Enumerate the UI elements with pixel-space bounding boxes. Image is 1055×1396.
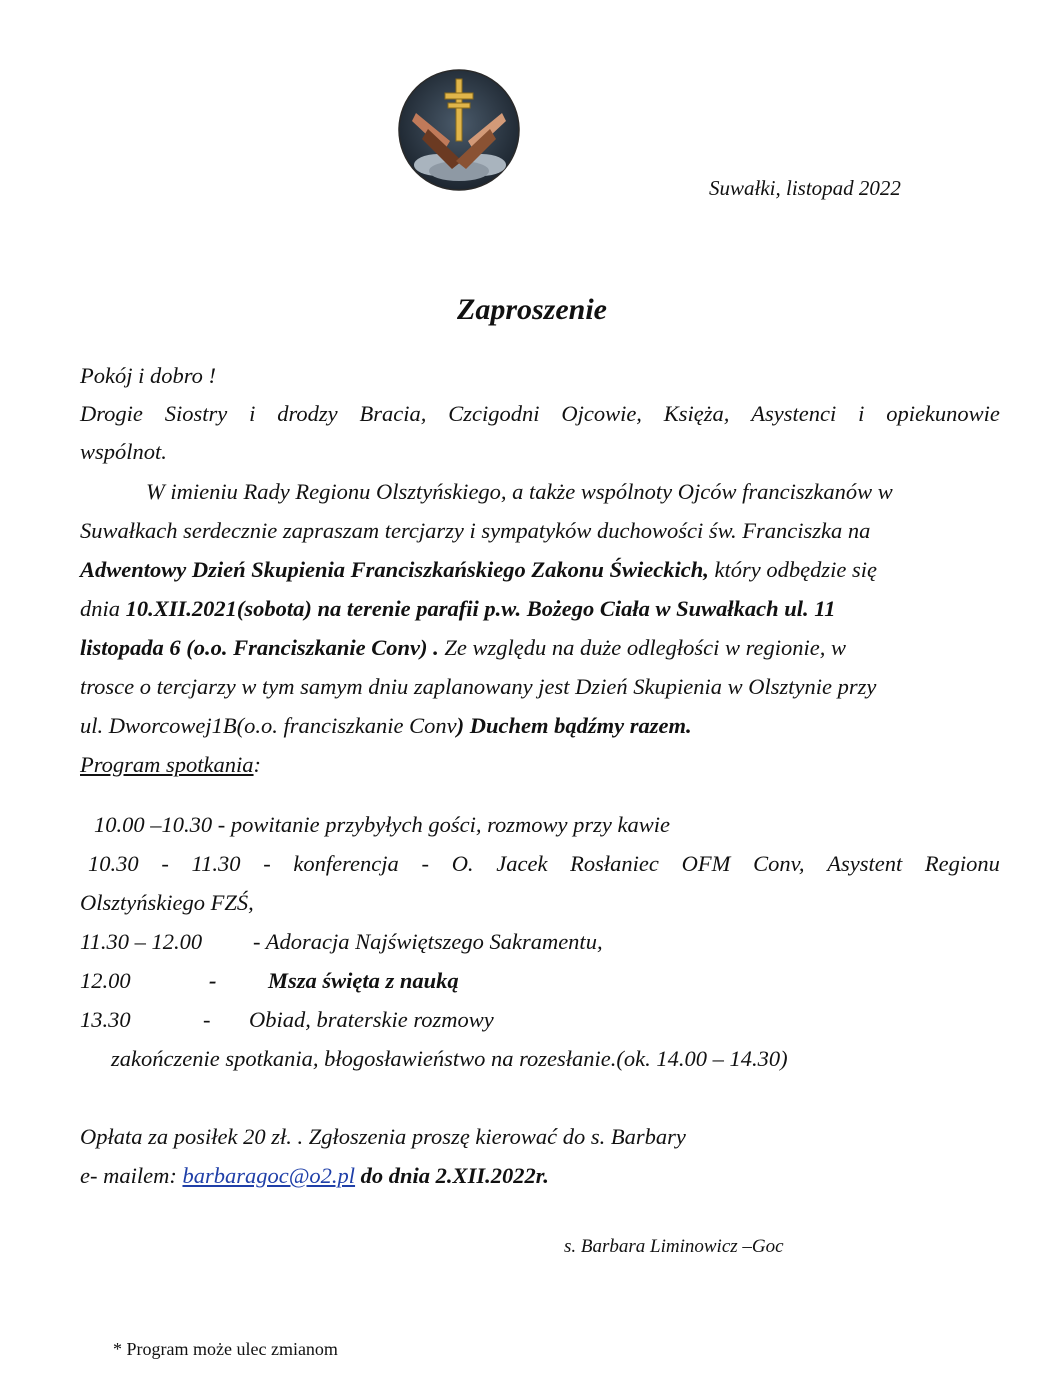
word: konferencja <box>293 851 399 876</box>
schedule-row-5-dash: - <box>203 1007 211 1032</box>
word: Ojcowie, <box>561 401 642 426</box>
schedule-row-4-text: Msza święta z nauką <box>268 968 459 993</box>
word: O. <box>451 851 474 876</box>
body-line-1: W imieniu Rady Regionu Olsztyńskiego, a także wspólnoty Ojców franciszkanów w <box>146 479 893 504</box>
body-line-7 <box>80 711 692 741</box>
salutation-line-1 <box>80 399 1000 429</box>
word: Conv, <box>753 851 805 876</box>
word: Siostry <box>164 401 228 426</box>
word: i <box>249 401 256 426</box>
place-date: Suwałki, listopad 2022 <box>709 176 901 200</box>
word: Jacek <box>496 851 548 876</box>
body-line-5 <box>80 633 846 663</box>
footnote: * Program może ulec zmianom <box>113 1339 338 1359</box>
email-link[interactable]: barbaragoc@o2.pl <box>182 1163 356 1188</box>
schedule-row-5-text: Obiad, braterskie rozmowy <box>249 1007 494 1032</box>
word: drodzy <box>277 401 338 426</box>
program-heading-text: Program spotkania <box>80 752 254 777</box>
deadline: do dnia 2.XII.2022r. <box>355 1163 549 1188</box>
word: Bracia, <box>359 401 427 426</box>
program-heading-colon: : <box>253 752 262 777</box>
body-text: ul. Dworcowej1B(o.o. franciszkanie Conv <box>80 713 457 738</box>
body-line-3 <box>80 555 877 585</box>
event-name: Adwentowy Dzień Skupienia Franciszkańskiego Zakonu Świeckich, <box>80 557 709 582</box>
word: OFM <box>681 851 731 876</box>
word: - <box>263 851 271 876</box>
salutation-line-2: wspólnot. <box>80 439 167 464</box>
body-line-4 <box>80 594 836 624</box>
word: - <box>161 851 169 876</box>
word: Czcigodni <box>448 401 540 426</box>
body-line-6: trosce o tercjarzy w tym samym dniu zaplanowany jest Dzień Skupienia w Olsztynie przy <box>80 674 877 699</box>
word: Rosłaniec <box>570 851 659 876</box>
schedule-row-3-text: - Adoracja Najświętszego Sakramentu, <box>253 929 603 954</box>
page-title: Zaproszenie <box>457 293 607 326</box>
word: - <box>421 851 429 876</box>
signature: s. Barbara Liminowicz –Goc <box>564 1236 784 1257</box>
word: Drogie <box>80 401 143 426</box>
schedule-row-2-cont: Olsztyńskiego FZŚ, <box>80 890 254 915</box>
body-text: Ze względu na duże odległości w regionie, w <box>438 635 847 660</box>
contact-line <box>80 1161 549 1191</box>
word: Księża, <box>663 401 730 426</box>
body-text: który odbędzie się <box>708 557 877 582</box>
body-line-2: Suwałkach serdecznie zapraszam tercjarzy i sympatyków duchowości św. Franciszka na <box>80 518 871 543</box>
schedule-time: 10.00 –10.30 <box>94 812 213 837</box>
word: Asystenci <box>751 401 837 426</box>
schedule-row-4-time: 12.00 <box>80 968 131 993</box>
greeting: Pokój i dobro ! <box>80 363 217 388</box>
event-date-place: 10.XII.2021(sobota) na terenie parafii p.w. Bożego Ciała w Suwałkach ul. 11 <box>125 596 836 621</box>
word: 10.30 <box>88 851 139 876</box>
word: Asystent <box>827 851 903 876</box>
body-text: dnia <box>80 596 126 621</box>
franciscan-emblem-icon <box>398 69 520 191</box>
schedule-row-5-time: 13.30 <box>80 1007 131 1032</box>
schedule-row-6: zakończenie spotkania, błogosławieństwo na rozesłanie.(ok. 14.00 – 14.30) <box>111 1046 788 1071</box>
fee-line: Opłata za posiłek 20 zł. . Zgłoszenia proszę kierować do s. Barbary <box>80 1124 686 1149</box>
word: Regionu <box>924 851 1000 876</box>
schedule-row-3-time: 11.30 – 12.00 <box>80 929 203 954</box>
program-heading <box>80 750 261 780</box>
word: i <box>858 401 865 426</box>
word: 11.30 <box>191 851 241 876</box>
schedule-row-1 <box>94 810 670 840</box>
contact-text: e- mailem: <box>80 1163 183 1188</box>
event-address: listopada 6 (o.o. Franciszkanie Conv) . <box>80 635 439 660</box>
schedule-text: - powitanie przybyłych gości, rozmowy przy kawie <box>212 812 670 837</box>
motto: ) Duchem bądźmy razem. <box>456 713 692 738</box>
schedule-row-2 <box>88 849 1000 879</box>
schedule-row-4-dash: - <box>209 968 217 993</box>
word: opiekunowie <box>886 401 1000 426</box>
